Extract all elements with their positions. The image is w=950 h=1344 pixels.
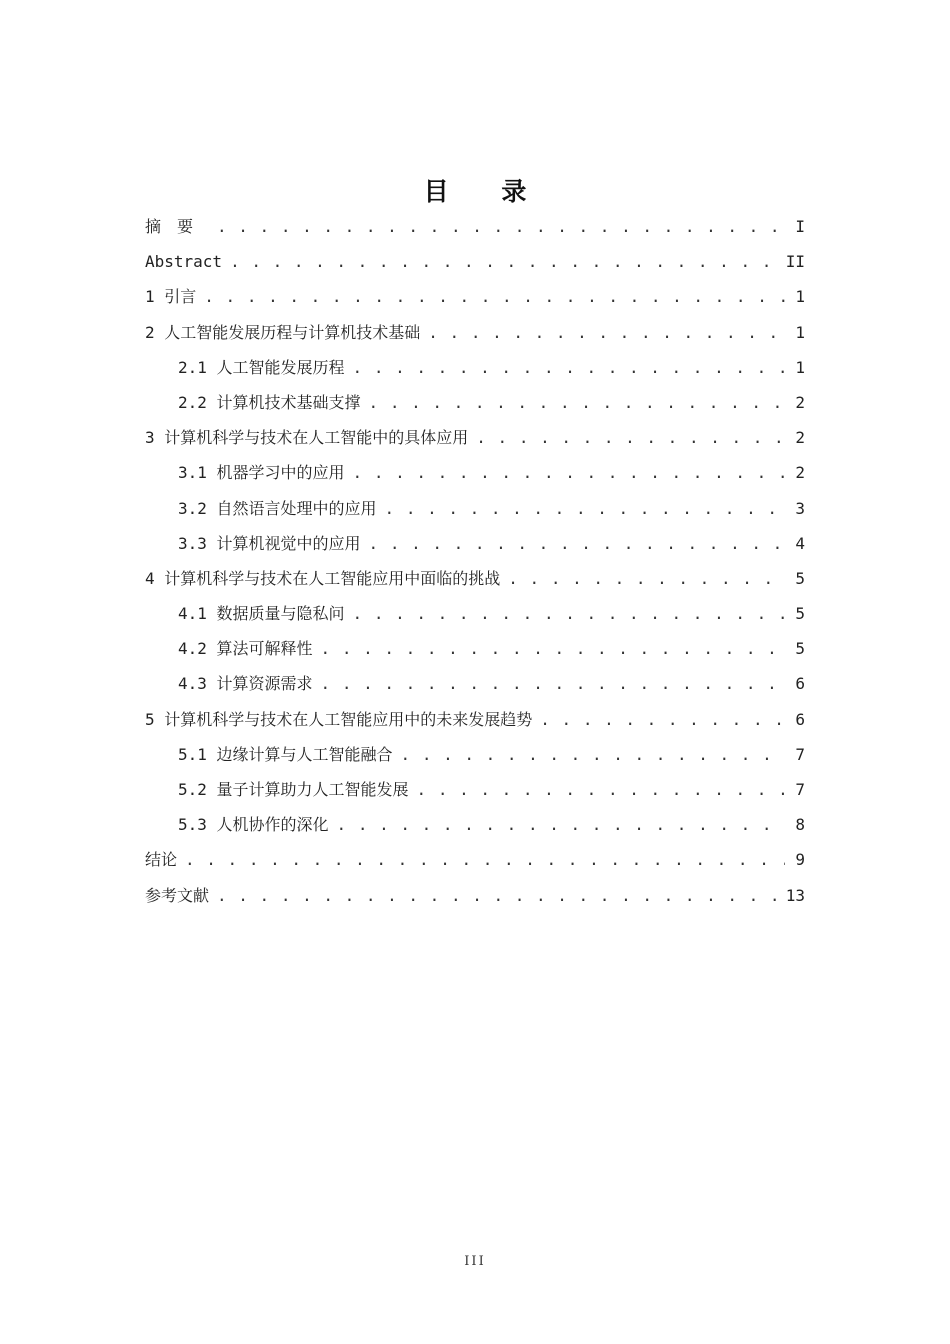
toc-entry-label: 4.3 计算资源需求	[178, 674, 313, 694]
toc-entry[interactable]	[145, 385, 805, 420]
toc-entry[interactable]	[145, 279, 805, 314]
toc-entry[interactable]	[145, 772, 805, 807]
toc-entry-label: 参考文献	[145, 885, 210, 905]
toc-entry-page-number: 1	[795, 322, 805, 342]
toc-entry[interactable]	[145, 737, 805, 772]
toc-entry[interactable]	[145, 244, 805, 279]
toc-entry-label: 摘要	[145, 217, 210, 236]
toc-dot-leader	[508, 561, 785, 596]
toc-entry-page-number: 3	[795, 498, 805, 518]
toc-entry-label: 5.2 量子计算助力人工智能发展	[178, 780, 409, 799]
toc-entry-label: 4 计算机科学与技术在人工智能应用中面临的挑战	[145, 568, 501, 588]
toc-entry[interactable]	[145, 631, 805, 666]
toc-entry-label: 2.2 计算机技术基础支撑	[178, 392, 361, 412]
toc-entry[interactable]	[145, 209, 805, 244]
toc-entry-page-number: 5	[795, 568, 805, 588]
toc-entry-page-number: 7	[795, 780, 805, 799]
toc-entry[interactable]	[145, 455, 805, 490]
toc-dot-leader	[185, 842, 785, 877]
toc-entry[interactable]	[145, 878, 805, 913]
toc-dot-leader	[321, 666, 785, 701]
table-of-contents	[145, 209, 805, 913]
toc-entry-page-number: 13	[785, 885, 805, 905]
toc-dot-leader	[204, 279, 785, 314]
toc-entry-page-number: 9	[795, 850, 805, 870]
toc-entry-page-number: 2	[795, 428, 805, 448]
toc-entry-page-number: 7	[795, 744, 805, 764]
toc-entry[interactable]	[145, 350, 805, 385]
toc-entry-label: Abstract	[145, 252, 223, 272]
toc-entry-label: 3.2 自然语言处理中的应用	[178, 498, 377, 518]
toc-dot-leader	[337, 807, 785, 842]
toc-dot-leader	[217, 878, 780, 913]
toc-entry-page-number: 5	[795, 604, 805, 624]
toc-dot-leader	[217, 209, 785, 244]
toc-entry-label: 结论	[145, 850, 178, 870]
toc-entry-label: 1 引言	[145, 287, 197, 307]
toc-dot-leader	[230, 244, 780, 279]
toc-dot-leader	[353, 455, 785, 490]
toc-entry[interactable]	[145, 561, 805, 596]
toc-dot-leader	[385, 491, 785, 526]
toc-entry-page-number: 2	[795, 463, 805, 483]
toc-entry-label: 2.1 人工智能发展历程	[178, 357, 345, 377]
toc-entry[interactable]	[145, 491, 805, 526]
toc-entry-label: 5.1 边缘计算与人工智能融合	[178, 744, 393, 764]
toc-entry-label: 5.3 人机协作的深化	[178, 815, 329, 835]
toc-entry-label: 3 计算机科学与技术在人工智能中的具体应用	[145, 428, 469, 448]
toc-entry-page-number: 6	[795, 674, 805, 694]
toc-entry[interactable]	[145, 666, 805, 701]
toc-dot-leader	[369, 385, 785, 420]
toc-entry-page-number: I	[795, 217, 805, 236]
toc-entry[interactable]	[145, 526, 805, 561]
toc-entry-page-number: 8	[795, 815, 805, 835]
toc-entry-label: 3.3 计算机视觉中的应用	[178, 533, 361, 553]
toc-entry[interactable]	[145, 315, 805, 350]
toc-entry-page-number: 5	[795, 639, 805, 659]
toc-dot-leader	[417, 772, 785, 807]
toc-dot-leader	[428, 315, 785, 350]
toc-entry-page-number: 1	[795, 287, 805, 307]
toc-dot-leader	[353, 350, 785, 385]
toc-entry-page-number: 2	[795, 392, 805, 412]
toc-dot-leader	[540, 702, 785, 737]
toc-entry[interactable]	[145, 420, 805, 455]
toc-entry[interactable]	[145, 842, 805, 877]
toc-entry-page-number: 6	[795, 709, 805, 729]
toc-entry-page-number: 4	[795, 533, 805, 553]
toc-entry-label: 2 人工智能发展历程与计算机技术基础	[145, 322, 421, 342]
toc-dot-leader	[369, 526, 785, 561]
toc-dot-leader	[476, 420, 785, 455]
page-title: 目 录	[423, 177, 549, 206]
footer-page-number: III	[464, 1254, 486, 1269]
toc-dot-leader	[401, 737, 785, 772]
toc-entry-page-number: II	[785, 252, 805, 272]
toc-entry-label: 5 计算机科学与技术在人工智能应用中的未来发展趋势	[145, 709, 533, 729]
toc-entry[interactable]	[145, 596, 805, 631]
toc-entry[interactable]	[145, 807, 805, 842]
toc-entry-page-number: 1	[795, 357, 805, 377]
toc-entry-label: 4.2 算法可解释性	[178, 639, 313, 659]
toc-entry[interactable]	[145, 702, 805, 737]
toc-dot-leader	[353, 596, 785, 631]
toc-entry-label: 4.1 数据质量与隐私问	[178, 604, 345, 624]
toc-dot-leader	[321, 631, 785, 666]
toc-entry-label: 3.1 机器学习中的应用	[178, 463, 345, 483]
